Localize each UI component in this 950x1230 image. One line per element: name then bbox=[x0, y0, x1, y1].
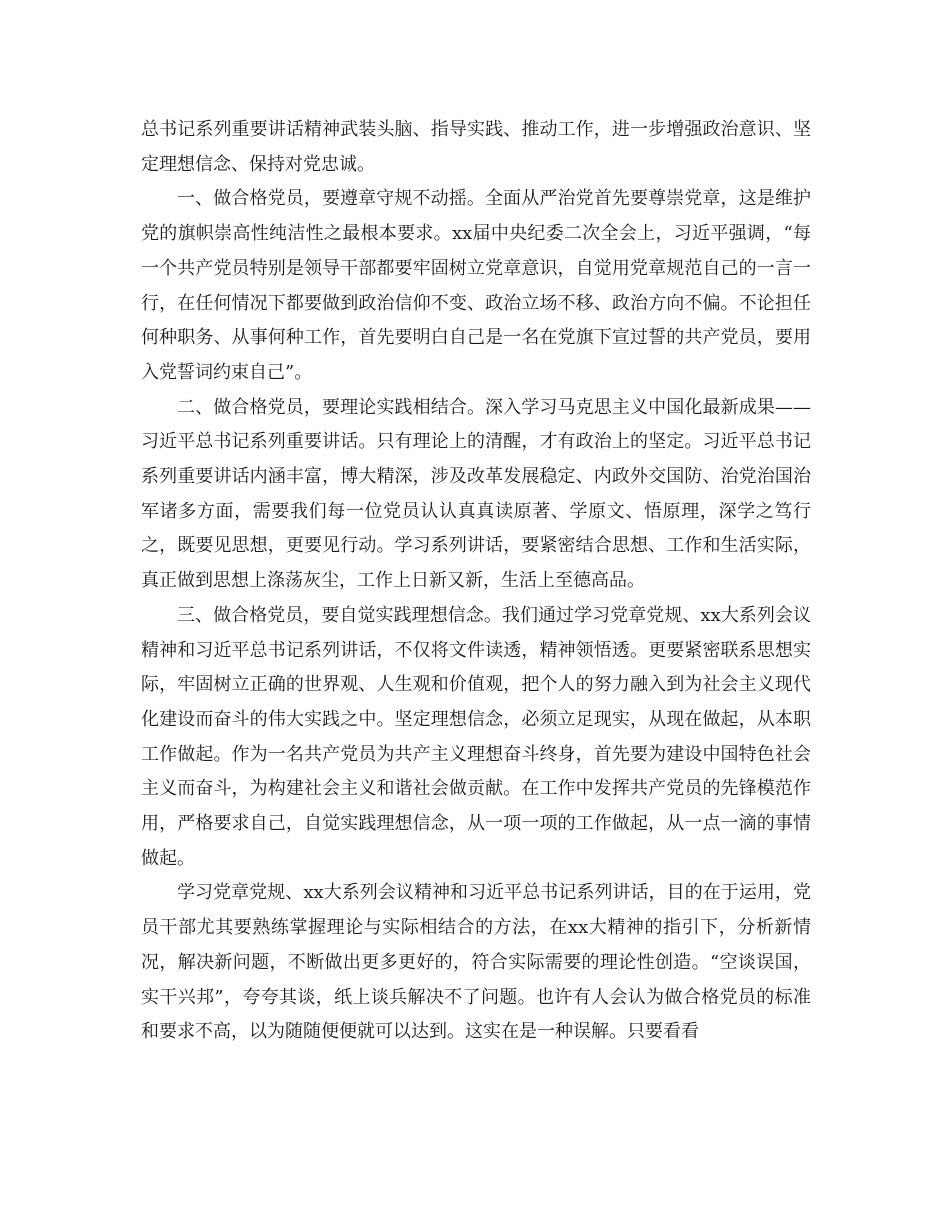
paragraph-section-three: 三、做合格党员，要自觉实践理想信念。我们通过学习党章党规、xx大系列会议精神和习近平总书记系列讲话，不仅将文件读透，精神领悟透。更要紧密联系思想实际，牢固树立正确的世界观、人生观和价值观，把个人的努力融入到为社会主义现代化建设而奋斗的伟大实践之中。坚定理想信念，必须立足现实，从现在做起，从本职工作做起。作为一名共产党员为共产主义理想奋斗终身，首先要为建设中国特色社会主义而奋斗，为构建社会主义和谐社会做贡献。在工作中发挥共产党员的先锋模范作用，严格要求自己，自觉实践理想信念，从一项一项的工作做起，从一点一滴的事情做起。 bbox=[141, 604, 811, 869]
paragraph-continuation: 总书记系列重要讲话精神武装头脑、指导实践、推动工作，进一步增强政治意识、坚定理想信念、保持对党忠诚。 bbox=[141, 119, 811, 175]
paragraph-conclusion: 学习党章党规、xx大系列会议精神和习近平总书记系列讲话，目的在于运用，党员干部尤其要熟练掌握理论与实际相结合的方法，在xx大精神的指引下，分析新情况，解决新问题，不断做出更多更好的，符合实际需要的理论性创造。“空谈误国，实干兴邦”，夸夸其谈，纸上谈兵解决不了问题。也许有人会认为做合格党员的标准和要求不高，以为随随便便就可以达到。这实在是一种误解。只要看看 bbox=[141, 882, 811, 1043]
document-body bbox=[141, 113, 811, 1050]
paragraph-section-one: 一、做合格党员，要遵章守规不动摇。全面从严治党首先要尊崇党章，这是维护党的旗帜崇高性纯洁性之最根本要求。xx届中央纪委二次全会上，习近平强调，“每一个共产党员特别是领导干部都要牢固树立党章意识，自觉用党章规范自己的一言一行，在任何情况下都要做到政治信仰不变、政治立场不移、政治方向不偏。不论担任何种职务、从事何种工作，首先要明白自己是一名在党旗下宣过誓的共产党员，要用入党誓词约束自己”。 bbox=[141, 188, 811, 383]
paragraph-section-two: 二、做合格党员，要理论实践相结合。深入学习马克思主义中国化最新成果——习近平总书记系列重要讲话。只有理论上的清醒，才有政治上的坚定。习近平总书记系列重要讲话内涵丰富，博大精深，涉及改革发展稳定、内政外交国防、治党治国治军诸多方面，需要我们每一位党员认认真真读原著、学原文、悟原理，深学之笃行之，既要见思想，更要见行动。学习系列讲话，要紧密结合思想、工作和生活实际，真正做到思想上涤荡灰尘，工作上日新又新，生活上至德高品。 bbox=[141, 396, 811, 592]
